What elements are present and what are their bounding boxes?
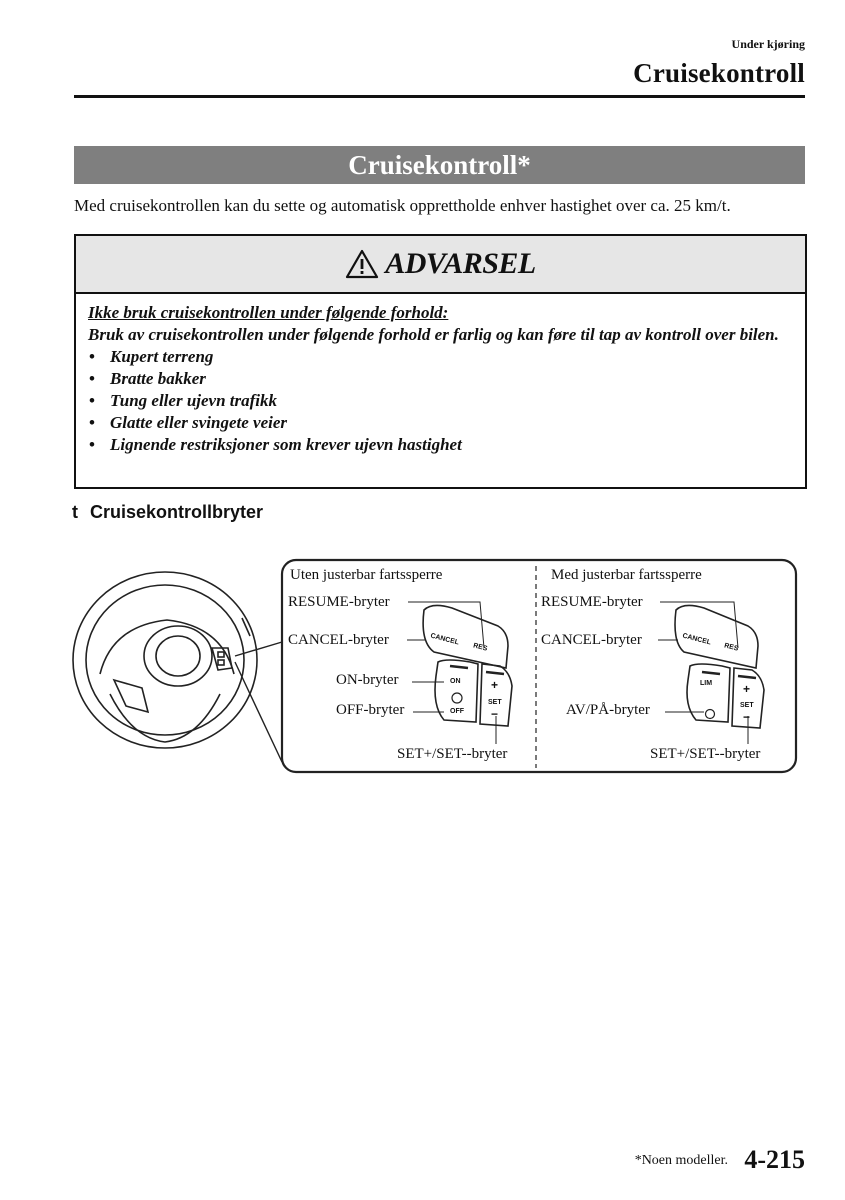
right-cancel-label: CANCEL-bryter (541, 632, 642, 648)
right-avpa-label: AV/PÅ-bryter (566, 702, 650, 718)
list-item: • Lignende restriksjoner som krever ujevn hastighet (88, 434, 793, 456)
left-set-label: SET+/SET--bryter (397, 746, 508, 762)
warning-lead: Ikke bruk cruisekontrollen under følgende forhold: (88, 303, 449, 322)
warning-list (88, 346, 793, 456)
right-panel-set-text: SET (740, 702, 754, 709)
left-off-label: OFF-bryter (336, 702, 405, 718)
left-panel-plus-text: + (491, 678, 499, 692)
running-header-section: Under kjøring (731, 37, 805, 51)
header-rule (74, 95, 805, 98)
warning-body (76, 294, 805, 456)
list-item: • Bratte bakker (88, 368, 793, 390)
subsection-symbol: t (72, 502, 78, 522)
warning-title: ADVARSEL (385, 247, 536, 280)
section-title: Cruisekontroll* (348, 149, 531, 180)
subsection-heading (72, 502, 263, 523)
switch-diagram-art (72, 556, 812, 778)
left-panel-set-text: SET (488, 699, 502, 706)
warning-box (74, 234, 807, 489)
right-lim-switch (687, 664, 730, 722)
right-panel-lim-text: LIM (700, 680, 713, 687)
left-panel-on-text: ON (450, 678, 461, 685)
right-set-label: SET+/SET--bryter (650, 746, 761, 762)
footnote: *Noen modeller. (634, 1153, 728, 1168)
running-header-title: Cruisekontroll (633, 58, 805, 88)
right-panel-plus-text: + (743, 682, 751, 696)
left-heading: Uten justerbar fartssperre (290, 567, 443, 583)
left-panel-off-text: OFF (450, 708, 464, 715)
subsection-title: Cruisekontrollbryter (90, 502, 264, 522)
steering-wheel-icon (73, 572, 257, 748)
left-panel-cancel-text: CANCEL (429, 632, 460, 647)
right-panel-cancel-text: CANCEL (681, 632, 712, 647)
left-panel-minus-text: − (491, 707, 499, 721)
list-item: • Tung eller ujevn trafikk (88, 390, 793, 412)
warning-triangle-icon (345, 249, 379, 279)
right-resume-label: RESUME-bryter (541, 594, 643, 610)
right-panel-minus-text: − (743, 710, 751, 724)
section-title-bar (74, 146, 805, 184)
left-resume-label: RESUME-bryter (288, 594, 390, 610)
right-heading: Med justerbar fartssperre (551, 567, 702, 583)
leader-lines (407, 602, 751, 744)
warning-header (76, 236, 805, 294)
intro-paragraph: Med cruisekontrollen kan du sette og automatisk opprettholde enhver hastighet over ca. 25 km/t. (74, 196, 731, 215)
left-cancel-label: CANCEL-bryter (288, 632, 389, 648)
callout-lines (235, 642, 282, 762)
left-on-label: ON-bryter (336, 672, 399, 688)
warning-text: Bruk av cruisekontrollen under følgende forhold er farlig og kan føre til tap av kontroll over bilen. (88, 325, 779, 344)
list-item: • Glatte eller svingete veier (88, 412, 793, 434)
right-panel-res-text: RES (723, 642, 740, 653)
page-number: 4-215 (744, 1145, 805, 1174)
list-item: • Kupert terreng (88, 346, 793, 368)
switch-diagram (72, 556, 812, 778)
left-panel-res-text: RES (472, 642, 489, 653)
